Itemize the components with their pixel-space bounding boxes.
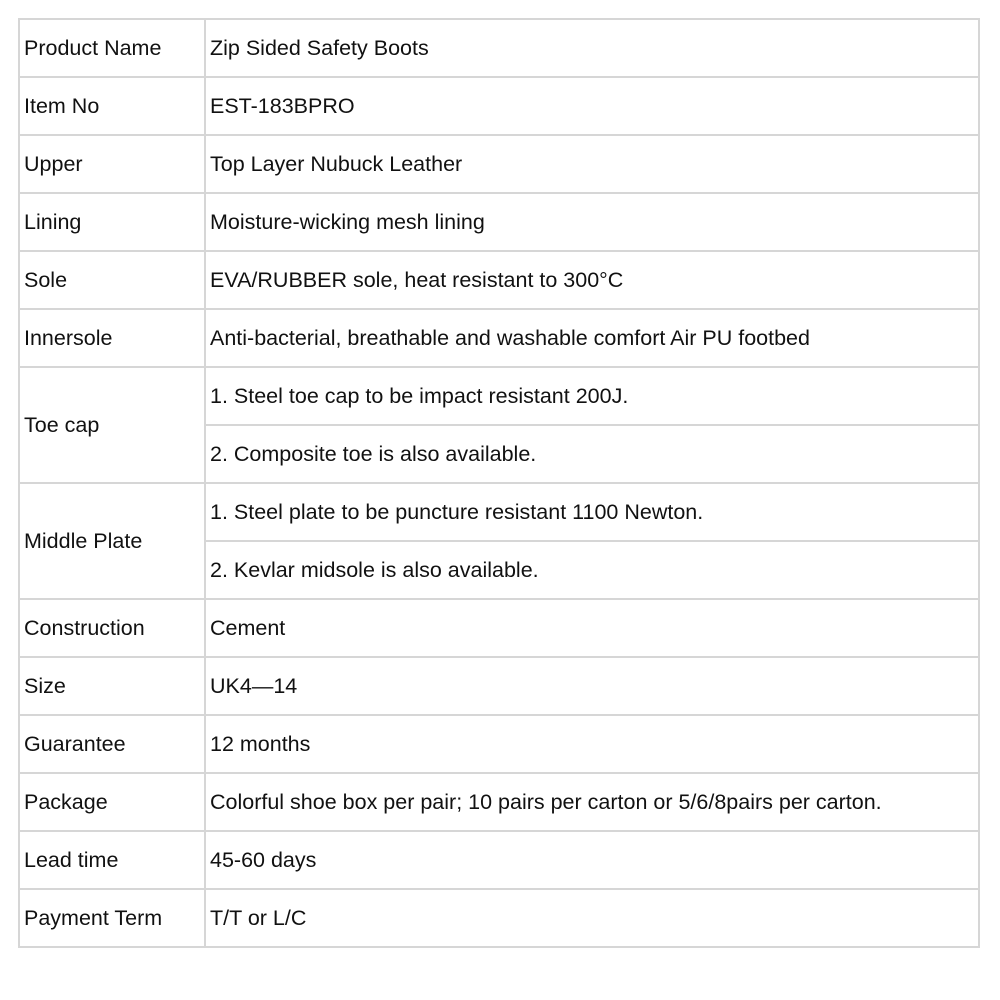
table-row [19,599,979,657]
spec-value-cell: Colorful shoe box per pair; 10 pairs per carton or 5/6/8pairs per carton. [205,773,979,831]
spec-value-cell: UK4—14 [205,657,979,715]
table-row [19,367,979,425]
spec-label-cell: Product Name [19,19,205,77]
spec-label-cell: Package [19,773,205,831]
spec-value-cell: Zip Sided Safety Boots [205,19,979,77]
spec-table-body [19,19,979,947]
table-row [19,715,979,773]
spec-value-cell: Top Layer Nubuck Leather [205,135,979,193]
spec-value-cell: EVA/RUBBER sole, heat resistant to 300°C [205,251,979,309]
spec-value-cell: 45-60 days [205,831,979,889]
spec-label-cell: Toe cap [19,367,205,483]
table-row [19,135,979,193]
table-row [19,831,979,889]
spec-table [18,18,980,948]
table-row [19,483,979,541]
spec-label-cell: Sole [19,251,205,309]
table-row [19,251,979,309]
table-row [19,77,979,135]
spec-value-cell: 1. Steel toe cap to be impact resistant 200J. [205,367,979,425]
spec-value-cell: 2. Composite toe is also available. [205,425,979,483]
spec-label-cell: Construction [19,599,205,657]
spec-value-cell: Anti-bacterial, breathable and washable comfort Air PU footbed [205,309,979,367]
spec-label-cell: Middle Plate [19,483,205,599]
spec-value-cell: EST-183BPRO [205,77,979,135]
spec-label-cell: Lining [19,193,205,251]
spec-label-cell: Guarantee [19,715,205,773]
spec-value-cell: T/T or L/C [205,889,979,947]
spec-label-cell: Innersole [19,309,205,367]
spec-label-cell: Item No [19,77,205,135]
spec-label-cell: Lead time [19,831,205,889]
table-row [19,889,979,947]
table-row [19,657,979,715]
spec-value-cell: Cement [205,599,979,657]
table-row [19,19,979,77]
spec-value-cell: 12 months [205,715,979,773]
spec-value-cell: 1. Steel plate to be puncture resistant 1100 Newton. [205,483,979,541]
table-row [19,193,979,251]
spec-value-cell: Moisture-wicking mesh lining [205,193,979,251]
spec-label-cell: Upper [19,135,205,193]
table-row [19,773,979,831]
table-row [19,309,979,367]
spec-label-cell: Payment Term [19,889,205,947]
spec-value-cell: 2. Kevlar midsole is also available. [205,541,979,599]
spec-label-cell: Size [19,657,205,715]
